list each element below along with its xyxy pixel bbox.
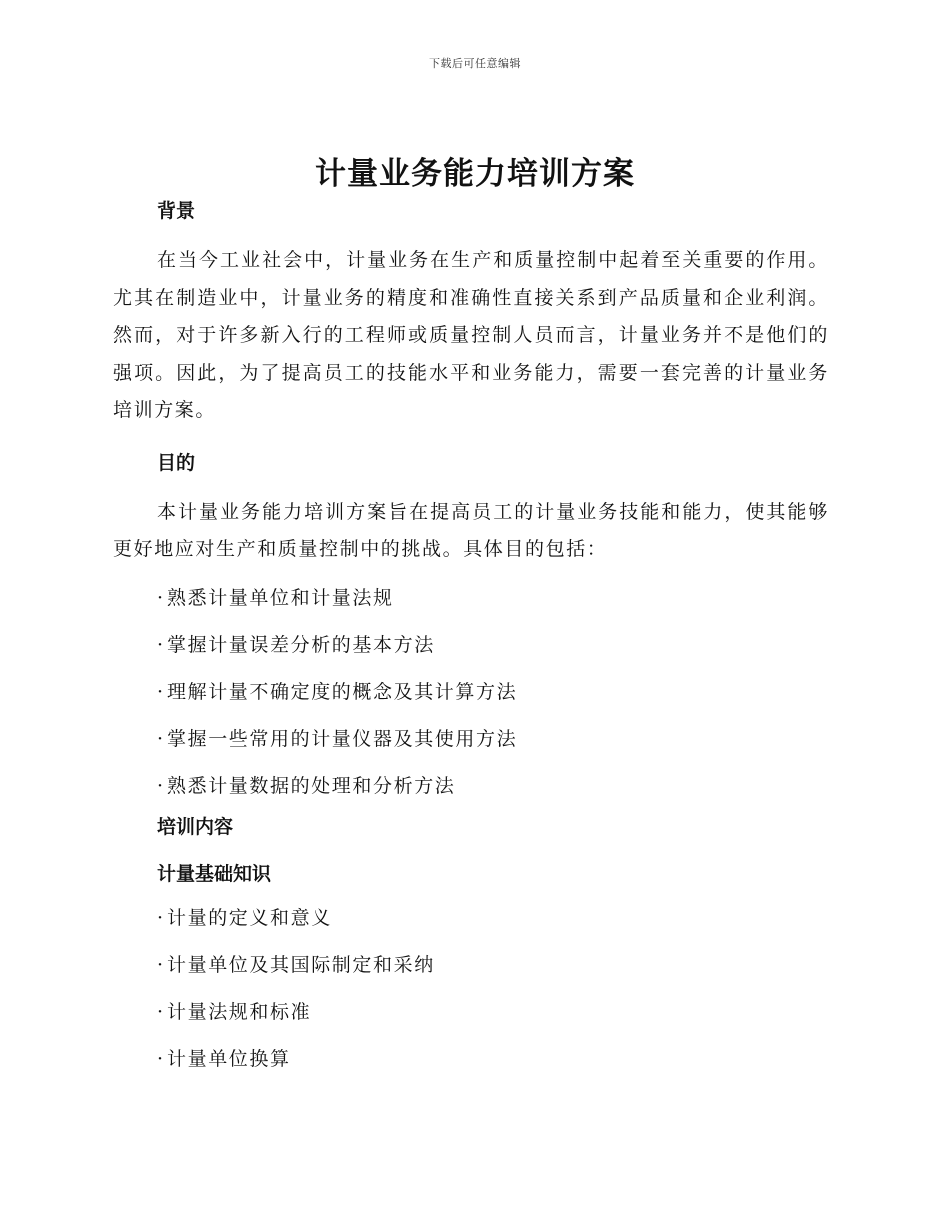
list-item: · 计量单位及其国际制定和采纳 bbox=[157, 942, 829, 989]
document-title: 计量业务能力培训方案 bbox=[315, 156, 635, 192]
bullet-icon: · bbox=[157, 1000, 165, 1023]
document-body bbox=[113, 196, 829, 1083]
section-heading-background: 背景 bbox=[157, 200, 196, 222]
basics-list bbox=[113, 895, 829, 1083]
page-header-note: 下载后可任意编辑 bbox=[429, 57, 521, 70]
purpose-list bbox=[113, 575, 829, 810]
subsection-heading-basics: 计量基础知识 bbox=[157, 862, 272, 885]
section-heading-purpose: 目的 bbox=[157, 451, 196, 474]
bullet-icon: · bbox=[157, 906, 165, 929]
list-item: · 计量的定义和意义 bbox=[157, 895, 829, 942]
background-paragraph: 在当今工业社会中，计量业务在生产和质量控制中起着至关重要的作用。尤其在制造业中，计量业务的精度和准确性直接关系到产品质量和企业利润。然而，对于许多新入行的工程师或质量控制人员而言，计量业务并不是他们的强项。因此，为了提高员工的技能水平和业务能力，需要一套完善的计量业务培训方案。 bbox=[113, 249, 829, 421]
bullet-icon: · bbox=[157, 774, 165, 797]
purpose-paragraph: 本计量业务能力培训方案旨在提高员工的计量业务技能和能力，使其能够更好地应对生产和质量控制中的挑战。具体目的包括： bbox=[113, 500, 829, 560]
list-item: · 计量单位换算 bbox=[157, 1036, 829, 1083]
list-item: · 计量法规和标准 bbox=[157, 989, 829, 1036]
bullet-icon: · bbox=[157, 1047, 165, 1070]
bullet-icon: · bbox=[157, 680, 165, 703]
list-item: · 掌握一些常用的计量仪器及其使用方法 bbox=[157, 716, 829, 763]
bullet-icon: · bbox=[157, 727, 165, 750]
list-item: · 掌握计量误差分析的基本方法 bbox=[157, 622, 829, 669]
list-item: · 理解计量不确定度的概念及其计算方法 bbox=[157, 669, 829, 716]
bullet-icon: · bbox=[157, 633, 165, 656]
bullet-icon: · bbox=[157, 953, 165, 976]
list-item: · 熟悉计量数据的处理和分析方法 bbox=[157, 763, 829, 810]
section-heading-content: 培训内容 bbox=[157, 815, 234, 838]
bullet-icon: · bbox=[157, 586, 165, 609]
list-item: · 熟悉计量单位和计量法规 bbox=[157, 575, 829, 622]
